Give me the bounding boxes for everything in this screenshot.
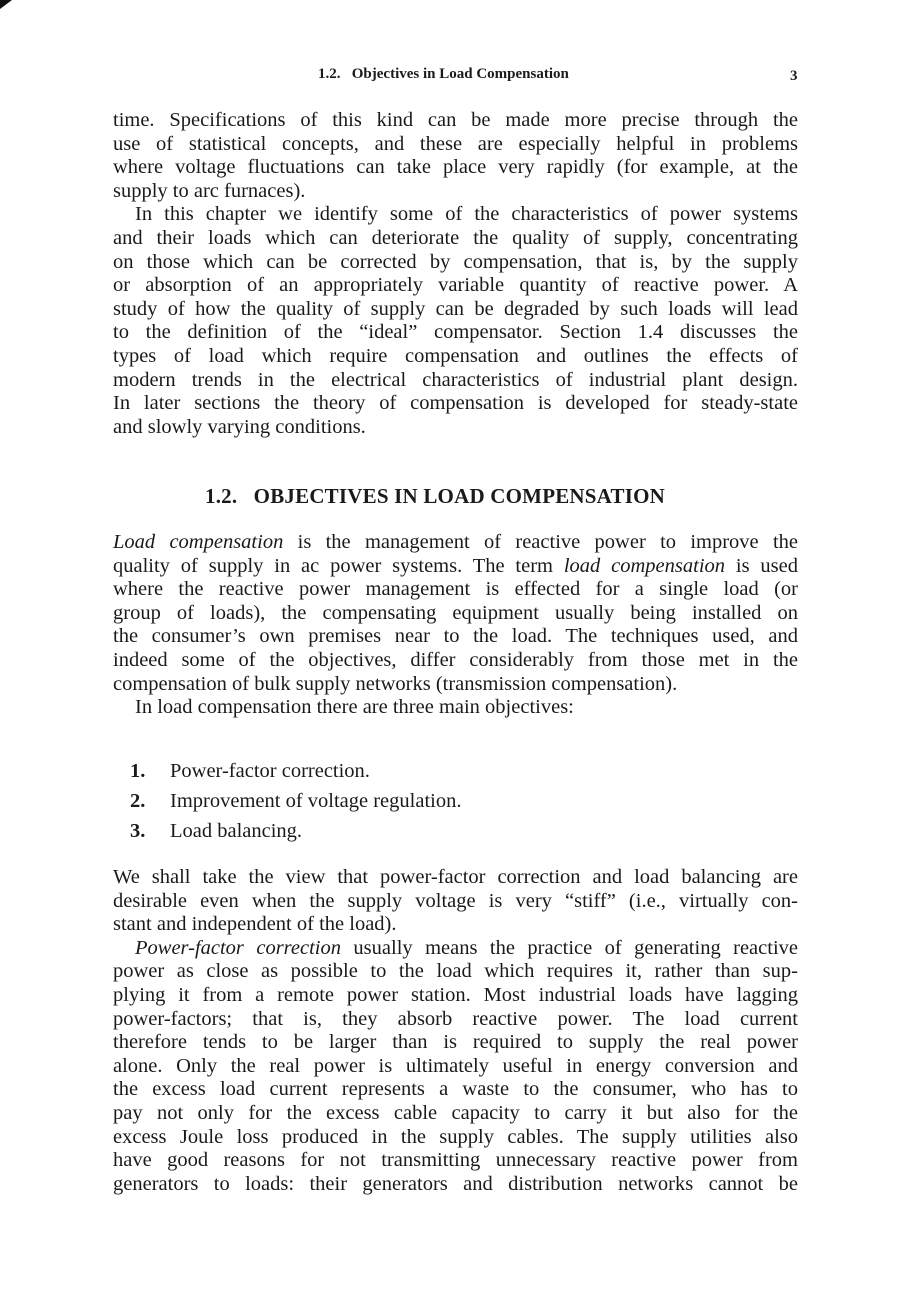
objective-item — [130, 790, 461, 813]
text-line — [113, 298, 798, 322]
text-segment: therefore tends to be larger than is required to supply the real power — [113, 1031, 798, 1054]
power-factor-text — [113, 866, 798, 1196]
text-line — [113, 1102, 798, 1126]
text-segment: power-factors; that is, they absorb reactive power. The load current — [113, 1007, 798, 1030]
section-heading — [205, 484, 665, 509]
text-line — [113, 133, 798, 157]
text-segment: stant and independent of the load). — [113, 913, 397, 936]
objective-text: Power-factor correction. — [170, 760, 370, 782]
objective-text: Improvement of voltage regulation. — [170, 790, 462, 812]
running-head-title — [318, 66, 569, 83]
text-line — [113, 203, 798, 227]
text-line — [113, 1173, 798, 1197]
text-segment: and slowly varying conditions. — [113, 415, 366, 438]
text-segment: have good reasons for not transmitting unnecessary reactive power from — [113, 1149, 798, 1172]
text-segment: In later sections the theory of compensation is developed for steady-state — [113, 392, 798, 415]
text-segment: desirable even when the supply voltage is very “stiff” (i.e., virtually con- — [113, 889, 798, 912]
text-line — [113, 369, 798, 393]
text-line — [113, 984, 798, 1008]
text-segment: plying it from a remote power station. Most industrial loads have lagging — [113, 983, 798, 1006]
text-segment: study of how the quality of supply can be degraded by such loads will lead — [113, 297, 798, 320]
text-line — [113, 1055, 798, 1079]
text-segment: to the definition of the “ideal” compensator. Section 1.4 discusses the — [113, 321, 798, 344]
text-segment: types of load which require compensation and outlines the effects of — [113, 344, 798, 367]
text-line — [113, 416, 798, 440]
text-segment: We shall take the view that power-factor correction and load balancing are — [113, 866, 798, 888]
italic-term: load compensation — [563, 554, 726, 577]
text-line — [113, 109, 798, 133]
text-line — [113, 960, 798, 984]
scan-corner-mark — [0, 0, 12, 9]
text-segment: excess Joule loss produced in the supply cables. The supply utilities also — [113, 1125, 798, 1148]
running-head-text: Objectives in Load Compensation — [351, 66, 569, 82]
text-line — [113, 392, 798, 416]
text-line — [113, 156, 798, 180]
text-line — [113, 345, 798, 369]
text-segment: is used — [725, 554, 798, 577]
text-line — [113, 673, 798, 697]
text-segment: generators to loads: their generators and distribution networks cannot be — [113, 1172, 798, 1195]
text-segment: where voltage fluctuations can take place very rapidly (for example, at the — [113, 156, 798, 179]
load-compensation-definition — [113, 531, 798, 720]
text-segment: group of loads), the compensating equipment usually being installed on — [113, 601, 798, 624]
text-segment: where the reactive power management is effected for a single load (or — [113, 578, 798, 601]
text-line — [113, 531, 798, 555]
text-line — [113, 913, 798, 937]
page-number: 3 — [790, 68, 798, 84]
text-line — [113, 890, 798, 914]
text-line — [113, 866, 798, 890]
text-segment: the consumer’s own premises near to the load. The techniques used, and — [113, 625, 798, 648]
text-segment: use of statistical concepts, and these are especially helpful in problems — [113, 132, 798, 155]
text-segment: usually means the practice of generating reactive — [340, 936, 798, 959]
text-segment: time. Specifications of this kind can be made more precise through the — [113, 109, 798, 131]
text-line — [113, 321, 798, 345]
text-segment: compensation of bulk supply networks (transmission compensation). — [113, 672, 678, 695]
running-head-section: 1.2. — [318, 66, 341, 82]
italic-term: Power-factor correction — [135, 936, 341, 959]
text-segment: modern trends in the electrical characteristics of industrial plant design. — [113, 368, 798, 391]
objective-number: 1. — [130, 760, 146, 782]
section-number: 1.2. — [205, 484, 238, 508]
text-segment: power as close as possible to the load which requires it, rather than sup- — [113, 960, 798, 983]
text-line — [113, 1031, 798, 1055]
text-line — [113, 696, 798, 720]
text-line — [113, 1078, 798, 1102]
text-segment: the excess load current represents a waste to the consumer, who has to — [113, 1078, 798, 1101]
text-line — [113, 227, 798, 251]
section-title: OBJECTIVES IN LOAD COMPENSATION — [253, 484, 665, 508]
text-segment: and their loads which can deteriorate the quality of supply, concentrating — [113, 226, 798, 249]
text-line — [113, 937, 798, 961]
text-segment: or absorption of an appropriately variable quantity of reactive power. A — [113, 274, 798, 297]
objective-item — [130, 820, 302, 843]
text-line — [113, 180, 798, 204]
text-line — [113, 1008, 798, 1032]
text-segment: supply to arc furnaces). — [113, 179, 306, 202]
text-segment: quality of supply in ac power systems. The term — [113, 554, 564, 577]
text-segment: pay not only for the excess cable capacity to carry it but also for the — [113, 1101, 798, 1124]
text-line — [113, 1126, 798, 1150]
text-line — [113, 251, 798, 275]
intro-text — [113, 109, 798, 439]
text-segment: alone. Only the real power is ultimately useful in energy conversion and — [113, 1054, 798, 1077]
text-line — [113, 649, 798, 673]
text-segment: In load compensation there are three main objectives: — [135, 696, 574, 719]
text-line — [113, 578, 798, 602]
text-segment: indeed some of the objectives, differ considerably from those met in the — [113, 648, 798, 671]
text-line — [113, 625, 798, 649]
text-segment: In this chapter we identify some of the characteristics of power systems — [135, 203, 798, 226]
objective-number: 2. — [130, 790, 146, 812]
objective-text: Load balancing. — [170, 820, 303, 842]
italic-term: Load compensation — [113, 531, 284, 553]
text-segment: is the management of reactive power to improve the — [283, 531, 798, 553]
text-line — [113, 1149, 798, 1173]
text-line — [113, 555, 798, 579]
text-line — [113, 602, 798, 626]
text-segment: on those which can be corrected by compensation, that is, by the supply — [113, 250, 798, 273]
text-line — [113, 274, 798, 298]
objective-number: 3. — [130, 820, 146, 842]
objective-item — [130, 760, 370, 783]
